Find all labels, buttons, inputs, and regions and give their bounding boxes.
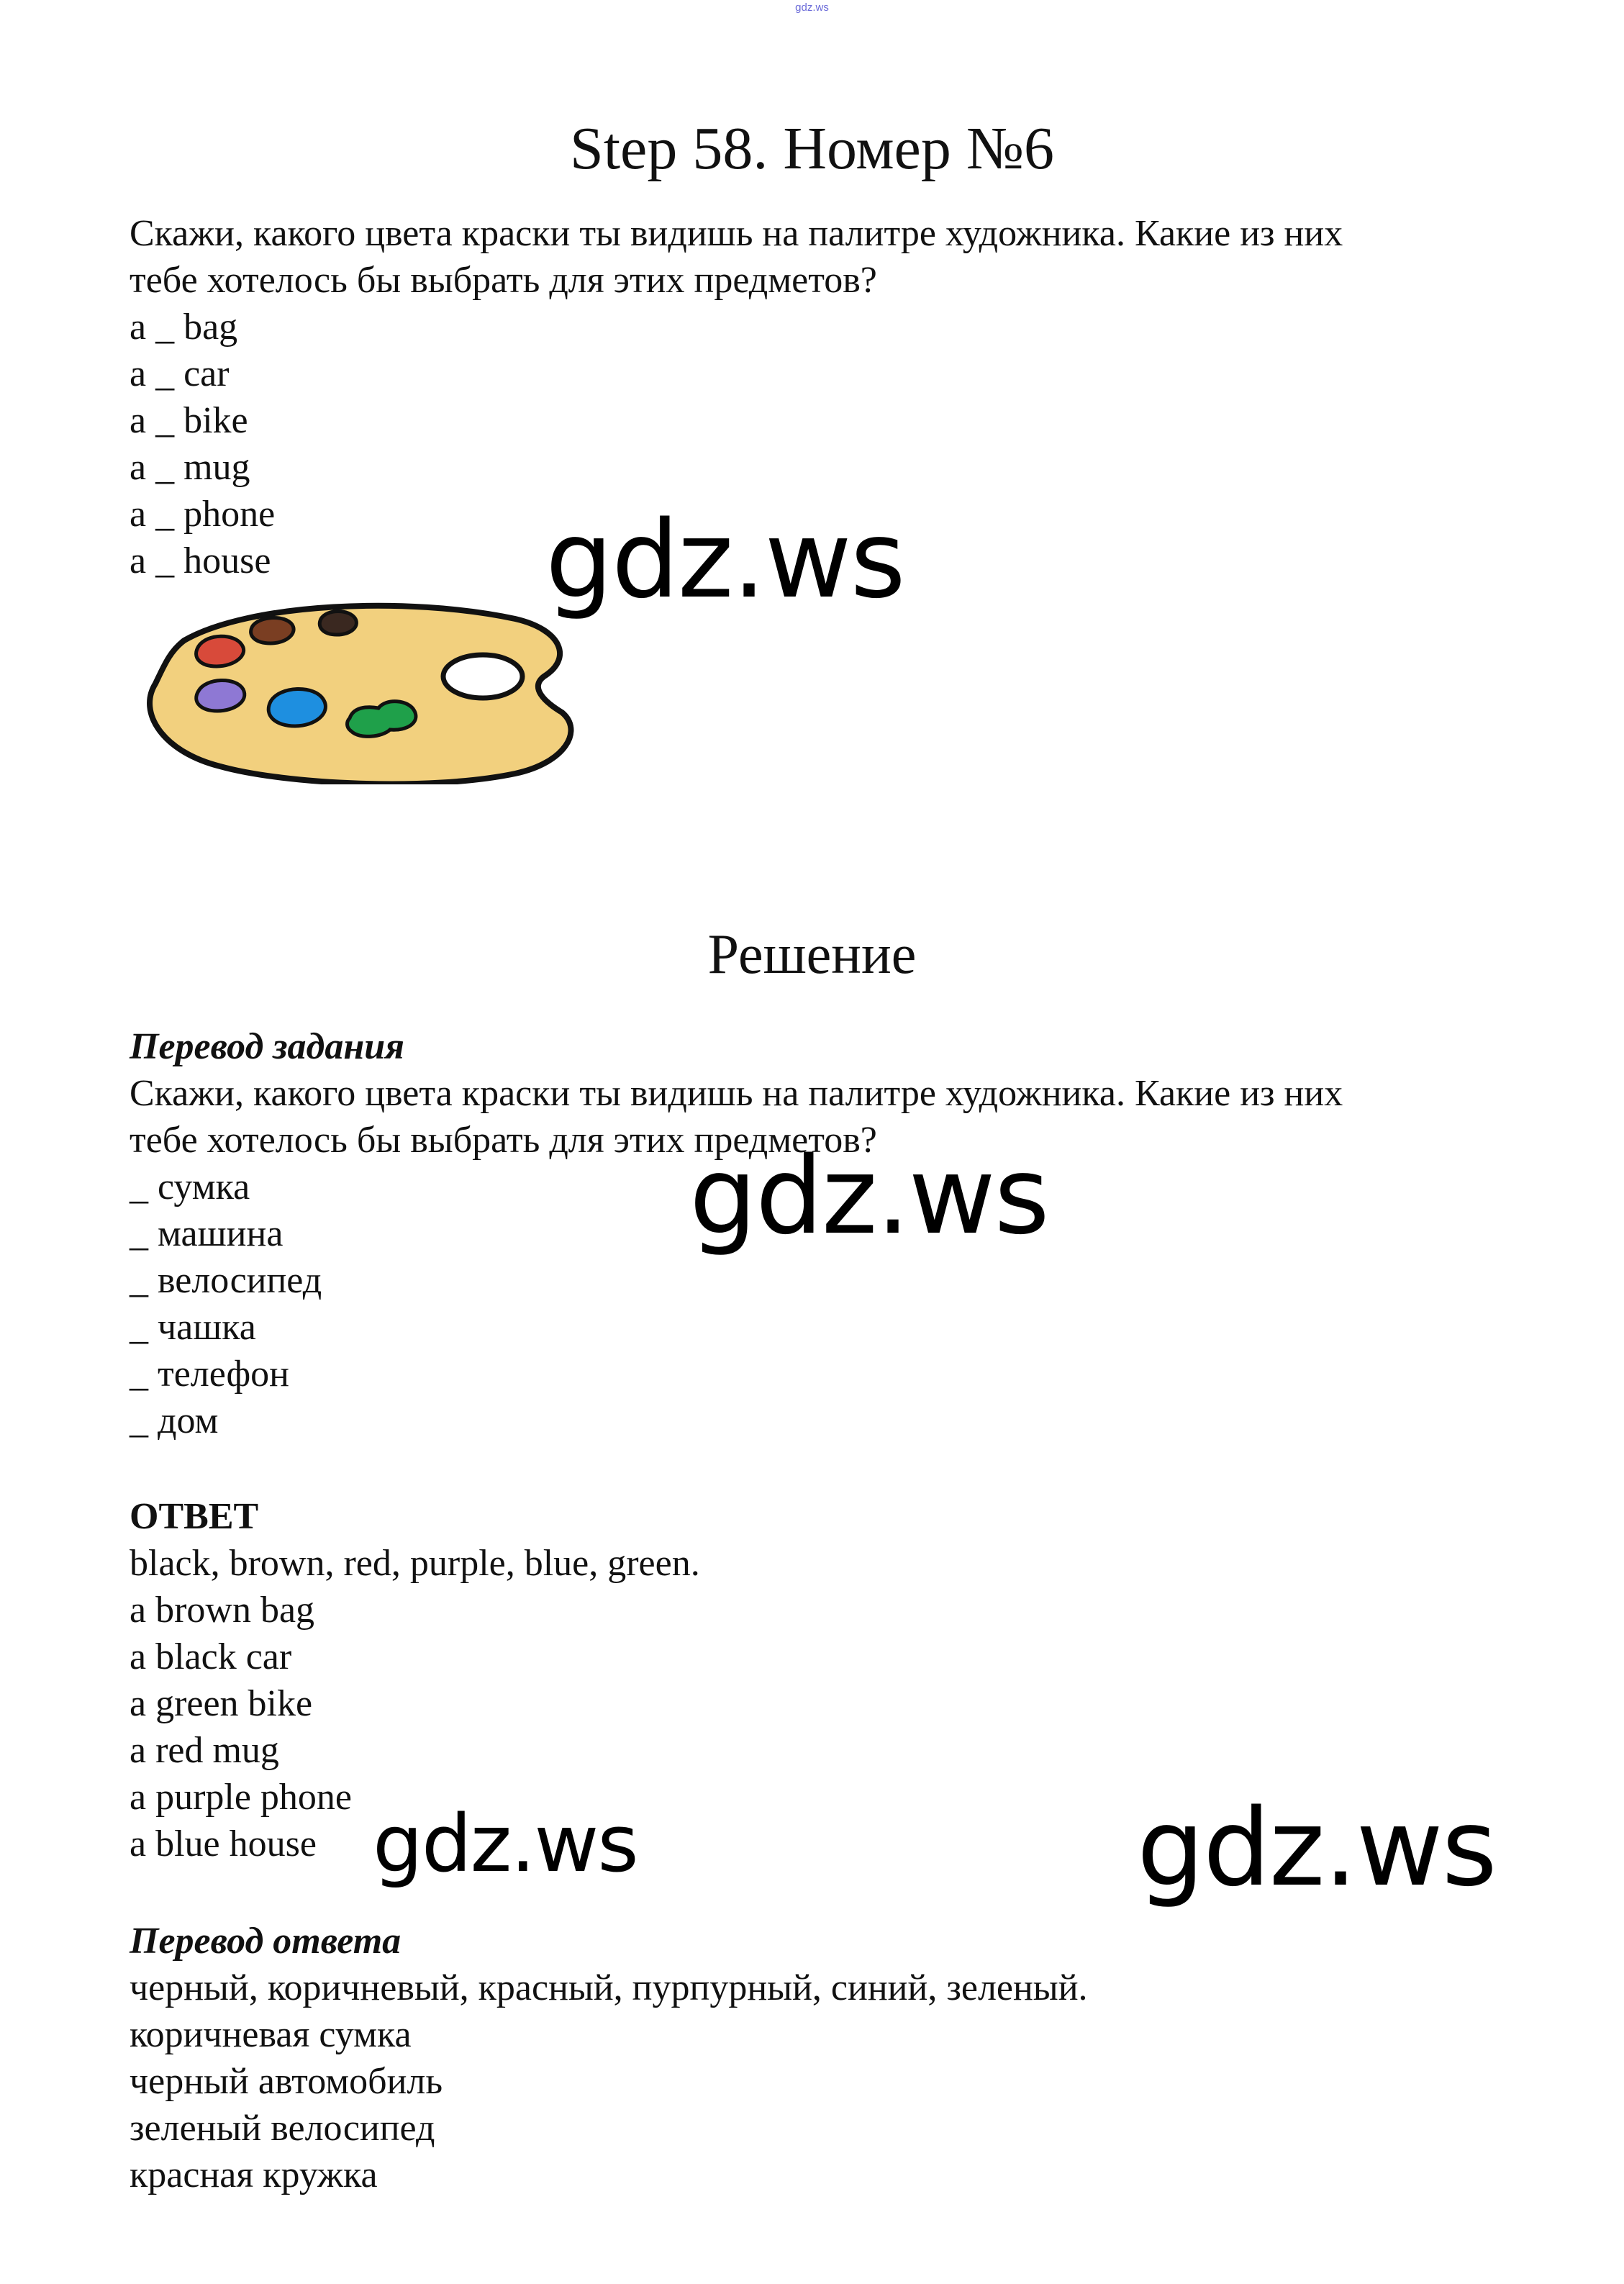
watermark: gdz.ws xyxy=(1137,1786,1496,1910)
answer-line: a green bike xyxy=(130,1683,313,1724)
task-item: a _ house xyxy=(130,540,271,581)
top-watermark: gdz.ws xyxy=(795,1,829,14)
translation-label: Перевод задания xyxy=(130,1026,404,1067)
solution-heading: Решение xyxy=(707,923,917,985)
translation-item: _ сумка xyxy=(130,1166,250,1207)
answer-translation-line: коричневая сумка xyxy=(130,2014,412,2055)
answer-line: a brown bag xyxy=(130,1590,315,1631)
instruction-line: Скажи, какого цвета краски ты видишь на палитре художника. Какие из них xyxy=(130,213,1343,254)
answer-translation-line: красная кружка xyxy=(130,2154,378,2195)
watermark: gdz.ws xyxy=(373,1798,638,1890)
paint-blob-purple xyxy=(196,680,245,711)
answer-translation-line: зеленый велосипед xyxy=(130,2108,435,2149)
translation-item: _ машина xyxy=(130,1213,283,1254)
page-title: Step 58. Номер №6 xyxy=(570,115,1054,182)
task-item: a _ bag xyxy=(130,307,238,348)
answer-line: a red mug xyxy=(130,1730,279,1771)
answer-label: ОТВЕТ xyxy=(130,1496,259,1537)
translation-item: _ дом xyxy=(130,1400,219,1441)
answer-translation-line: черный, коричневый, красный, пурпурный, синий, зеленый. xyxy=(130,1967,1088,2008)
translation-line: тебе хотелось бы выбрать для этих предметов? xyxy=(130,1120,877,1161)
watermark: gdz.ws xyxy=(689,1134,1048,1258)
answer-translation-label: Перевод ответа xyxy=(130,1921,402,1962)
translation-item: _ велосипед xyxy=(130,1260,322,1301)
answer-line: a black car xyxy=(130,1636,292,1677)
paint-blob-blue xyxy=(268,689,325,726)
task-item: a _ car xyxy=(130,353,230,394)
watermark: gdz.ws xyxy=(545,498,904,622)
instruction-line: тебе хотелось бы выбрать для этих предметов? xyxy=(130,260,877,301)
palette-hole xyxy=(443,655,522,698)
task-item: a _ mug xyxy=(130,447,250,488)
task-item: a _ phone xyxy=(130,494,276,535)
paint-palette-image xyxy=(141,590,576,784)
answer-translation-block xyxy=(130,1918,1511,2198)
answer-line: a blue house xyxy=(130,1823,317,1864)
translation-line: Скажи, какого цвета краски ты видишь на палитре художника. Какие из них xyxy=(130,1073,1343,1114)
answer-line: black, brown, red, purple, blue, green. xyxy=(130,1543,700,1584)
paint-blob-red xyxy=(196,636,244,666)
paint-blob-brown xyxy=(251,617,294,643)
answer-line: a purple phone xyxy=(130,1777,353,1818)
paint-blob-black xyxy=(319,612,356,635)
task-item: a _ bike xyxy=(130,400,248,441)
translation-item: _ телефон xyxy=(130,1354,289,1395)
answer-translation-line: черный автомобиль xyxy=(130,2061,443,2102)
translation-item: _ чашка xyxy=(130,1307,256,1348)
